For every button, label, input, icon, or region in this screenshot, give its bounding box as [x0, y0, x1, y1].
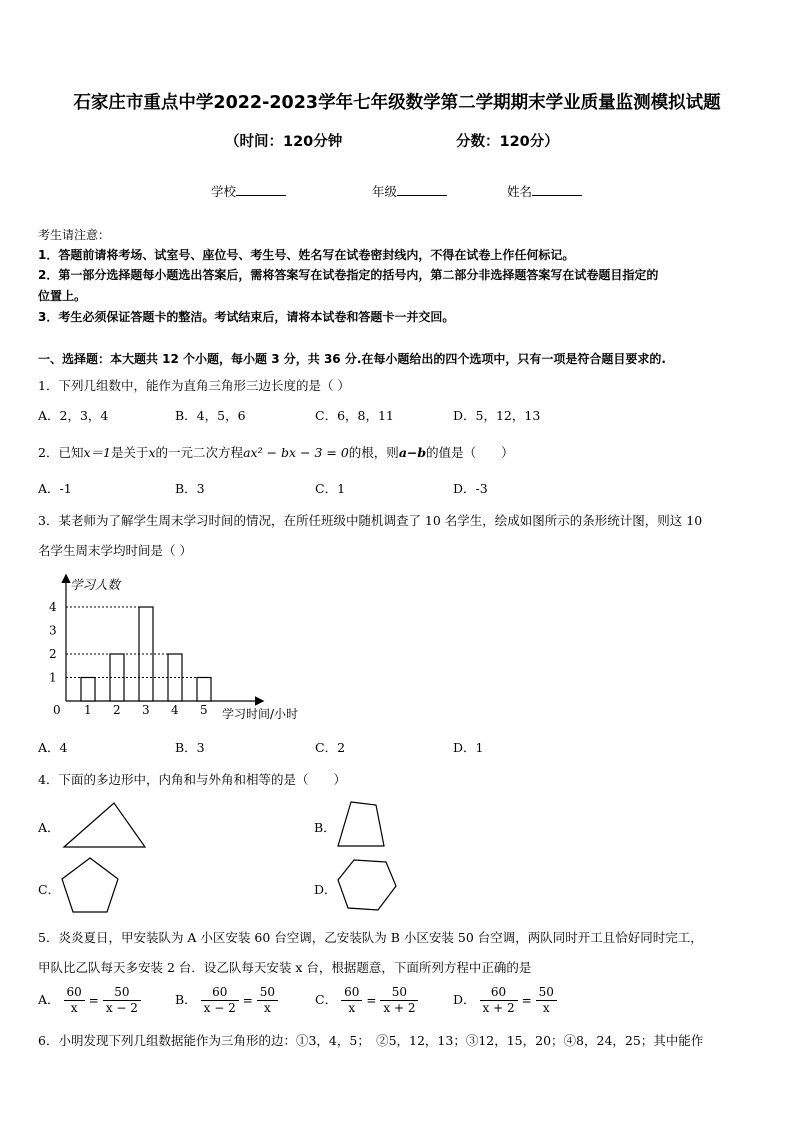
q5-c-right-den: x + 2 — [383, 1001, 416, 1015]
q2-text-e: 的值是（ ） — [426, 445, 514, 460]
q2-option-a[interactable]: A．-1 — [38, 481, 72, 496]
q1-option-d[interactable]: D．5，12，13 — [453, 408, 541, 423]
q5-b-left-den: x − 2 — [203, 1001, 236, 1015]
q5-a-label: A． — [38, 992, 60, 1007]
q2-expression: a−b — [398, 445, 427, 460]
question-6-line-1: 6．小明发现下列几组数据能作为三角形的边：①3，4，5； ②5，12，13；③12，15，20；④8，24，25；其中能作 — [38, 1033, 704, 1048]
q5-option-d[interactable] — [453, 985, 557, 1016]
name-blank[interactable] — [532, 183, 582, 196]
bar — [81, 678, 95, 702]
q5-a-right-den: x − 2 — [105, 1001, 138, 1015]
q5-b-right-den: x — [264, 1001, 271, 1015]
q5-a-equals: = — [88, 993, 99, 1008]
q1-option-b[interactable]: B．4，5，6 — [175, 408, 246, 423]
origin-label: 0 — [53, 703, 61, 717]
name-field[interactable] — [507, 182, 582, 200]
q3-option-d[interactable]: D．1 — [453, 740, 484, 755]
q4-option-b-label[interactable]: B． — [314, 820, 336, 835]
grade-blank[interactable] — [397, 183, 447, 196]
q2-option-c[interactable]: C．1 — [315, 481, 346, 496]
exam-score: 分数：120分） — [456, 134, 559, 150]
y-tick-label: 1 — [49, 670, 57, 685]
q5-c-right-fraction — [380, 985, 418, 1016]
q2-option-b[interactable]: B．3 — [175, 481, 205, 496]
q5-c-left-den: x — [348, 1001, 356, 1015]
q5-d-right-fraction — [536, 985, 557, 1016]
grade-field[interactable] — [372, 182, 447, 200]
q5-c-right-num: 50 — [380, 985, 418, 1001]
school-blank[interactable] — [236, 183, 286, 196]
notice-item-3: 3．考生必须保证答题卡的整洁。考试结束后，请将本试卷和答题卡一并交回。 — [38, 310, 455, 324]
q3-option-a[interactable]: A．4 — [38, 740, 68, 755]
q5-c-left-fraction — [341, 985, 362, 1016]
y-axis-label: 学习人数 — [70, 577, 121, 592]
y-tick-label: 2 — [49, 647, 57, 661]
question-3-line-2: 名学生周末学均时间是（ ） — [38, 543, 192, 558]
q5-a-left-fraction — [64, 985, 85, 1016]
school-label: 学校 — [211, 184, 237, 199]
q2-text-c: 的一元二次方程 — [155, 445, 244, 460]
q5-d-right-den: x — [542, 1001, 550, 1015]
notice-item-2-cont: 位置上。 — [38, 289, 87, 303]
q5-a-left-num: 60 — [64, 985, 85, 1001]
exam-time: （时间：120分钟 — [225, 134, 343, 150]
q5-option-b[interactable] — [175, 985, 278, 1016]
q5-d-left-num: 60 — [480, 985, 518, 1001]
notice-heading: 考生请注意： — [38, 228, 111, 242]
q5-b-right-fraction — [257, 985, 278, 1016]
study-time-bar-chart — [30, 572, 330, 724]
x-axis-label: 学习时间/小时 — [222, 707, 299, 721]
q4-option-d-label[interactable]: D． — [314, 882, 337, 897]
q5-b-equals: = — [242, 993, 253, 1008]
question-4-stem: 4．下面的多边形中，内角和与外角和相等的是（ ） — [38, 772, 346, 787]
question-3-line-1: 3．某老师为了解学生周末学习时间的情况，在所任班级中随机调查了 10 名学生，绘成如图所示的条形统计图，则这 10 — [38, 513, 703, 528]
school-field[interactable] — [211, 182, 286, 200]
bar — [110, 654, 124, 701]
x-tick-label: 3 — [142, 703, 150, 717]
q5-b-right-num: 50 — [257, 985, 278, 1001]
q2-x-value: x＝1 — [83, 445, 111, 460]
q5-c-label: C． — [315, 992, 338, 1007]
q1-option-c[interactable]: C．6，8，11 — [315, 408, 394, 423]
q5-a-right-num: 50 — [103, 985, 141, 1001]
question-5-line-2: 甲队比乙队每天多安装 2 台．设乙队每天安装 x 台，根据题意，下面所列方程中正确的是 — [38, 960, 532, 975]
q5-option-a[interactable] — [38, 985, 141, 1016]
q5-c-left-num: 60 — [341, 985, 362, 1001]
q5-d-right-num: 50 — [536, 985, 557, 1001]
q5-d-label: D． — [453, 992, 476, 1007]
grade-label: 年级 — [372, 184, 398, 199]
q5-a-left-den: x — [70, 1001, 78, 1015]
q4-option-a-label[interactable]: A． — [38, 820, 60, 835]
q5-option-c[interactable] — [315, 985, 418, 1016]
q5-d-left-den: x + 2 — [482, 1001, 515, 1015]
q2-option-d[interactable]: D．-3 — [453, 481, 488, 496]
question-5-line-1: 5．炎炎夏日，甲安装队为 A 小区安装 60 台空调，乙安装队为 B 小区安装 50 台空调，两队同时开工且恰好同时完工， — [38, 930, 703, 945]
q2-text-d: 的根，则 — [348, 445, 399, 460]
q5-d-equals: = — [521, 993, 532, 1008]
q5-b-left-num: 60 — [201, 985, 239, 1001]
q1-option-a[interactable]: A．2，3，4 — [38, 408, 109, 423]
q2-equation: ax² − bx − 3 = 0 — [243, 445, 349, 460]
q3-option-c[interactable]: C．2 — [315, 740, 346, 755]
hexagon-shape[interactable] — [336, 858, 398, 912]
question-1-stem: 1．下列几组数中，能作为直角三角形三边长度的是（ ） — [38, 378, 350, 393]
x-tick-label: 5 — [200, 703, 208, 717]
page-title: 石家庄市重点中学2022-2023学年七年级数学第二学期期末学业质量监测模拟试题 — [73, 93, 721, 113]
q2-x-var: x — [148, 445, 156, 460]
bar — [197, 678, 211, 702]
pentagon-shape[interactable] — [60, 856, 120, 916]
q5-a-right-fraction — [103, 985, 141, 1016]
y-tick-label: 3 — [49, 623, 57, 638]
y-tick-label: 4 — [49, 600, 57, 614]
section-heading: 一、选择题：本大题共 12 个小题，每小题 3 分，共 36 分.在每小题给出的四个选项中，只有一项是符合题目要求的. — [38, 352, 666, 366]
q5-c-equals: = — [366, 993, 377, 1008]
q5-d-left-fraction — [480, 985, 518, 1016]
q2-text-b: 是关于 — [110, 445, 149, 460]
name-label: 姓名 — [507, 184, 533, 199]
x-tick-label: 2 — [113, 703, 121, 717]
notice-item-2: 2．第一部分选择题每小题选出答案后，需将答案写在试卷指定的括号内，第二部分非选择题答案写在试卷题目指定的 — [38, 268, 659, 282]
question-2-stem — [38, 443, 514, 461]
q2-text-a: 2．已知 — [38, 445, 84, 460]
q5-b-left-fraction — [201, 985, 239, 1016]
q5-b-label: B． — [175, 992, 197, 1007]
x-tick-label: 4 — [171, 703, 179, 717]
q4-option-c-label[interactable]: C． — [38, 882, 61, 897]
x-tick-label: 1 — [84, 703, 92, 717]
quadrilateral-shape[interactable] — [336, 800, 386, 850]
notice-item-1: 1．答题前请将考场、试室号、座位号、考生号、姓名写在试卷密封线内，不得在试卷上作任何标记。 — [38, 248, 575, 262]
q3-option-b[interactable]: B．3 — [175, 740, 205, 755]
triangle-shape[interactable] — [62, 800, 148, 850]
